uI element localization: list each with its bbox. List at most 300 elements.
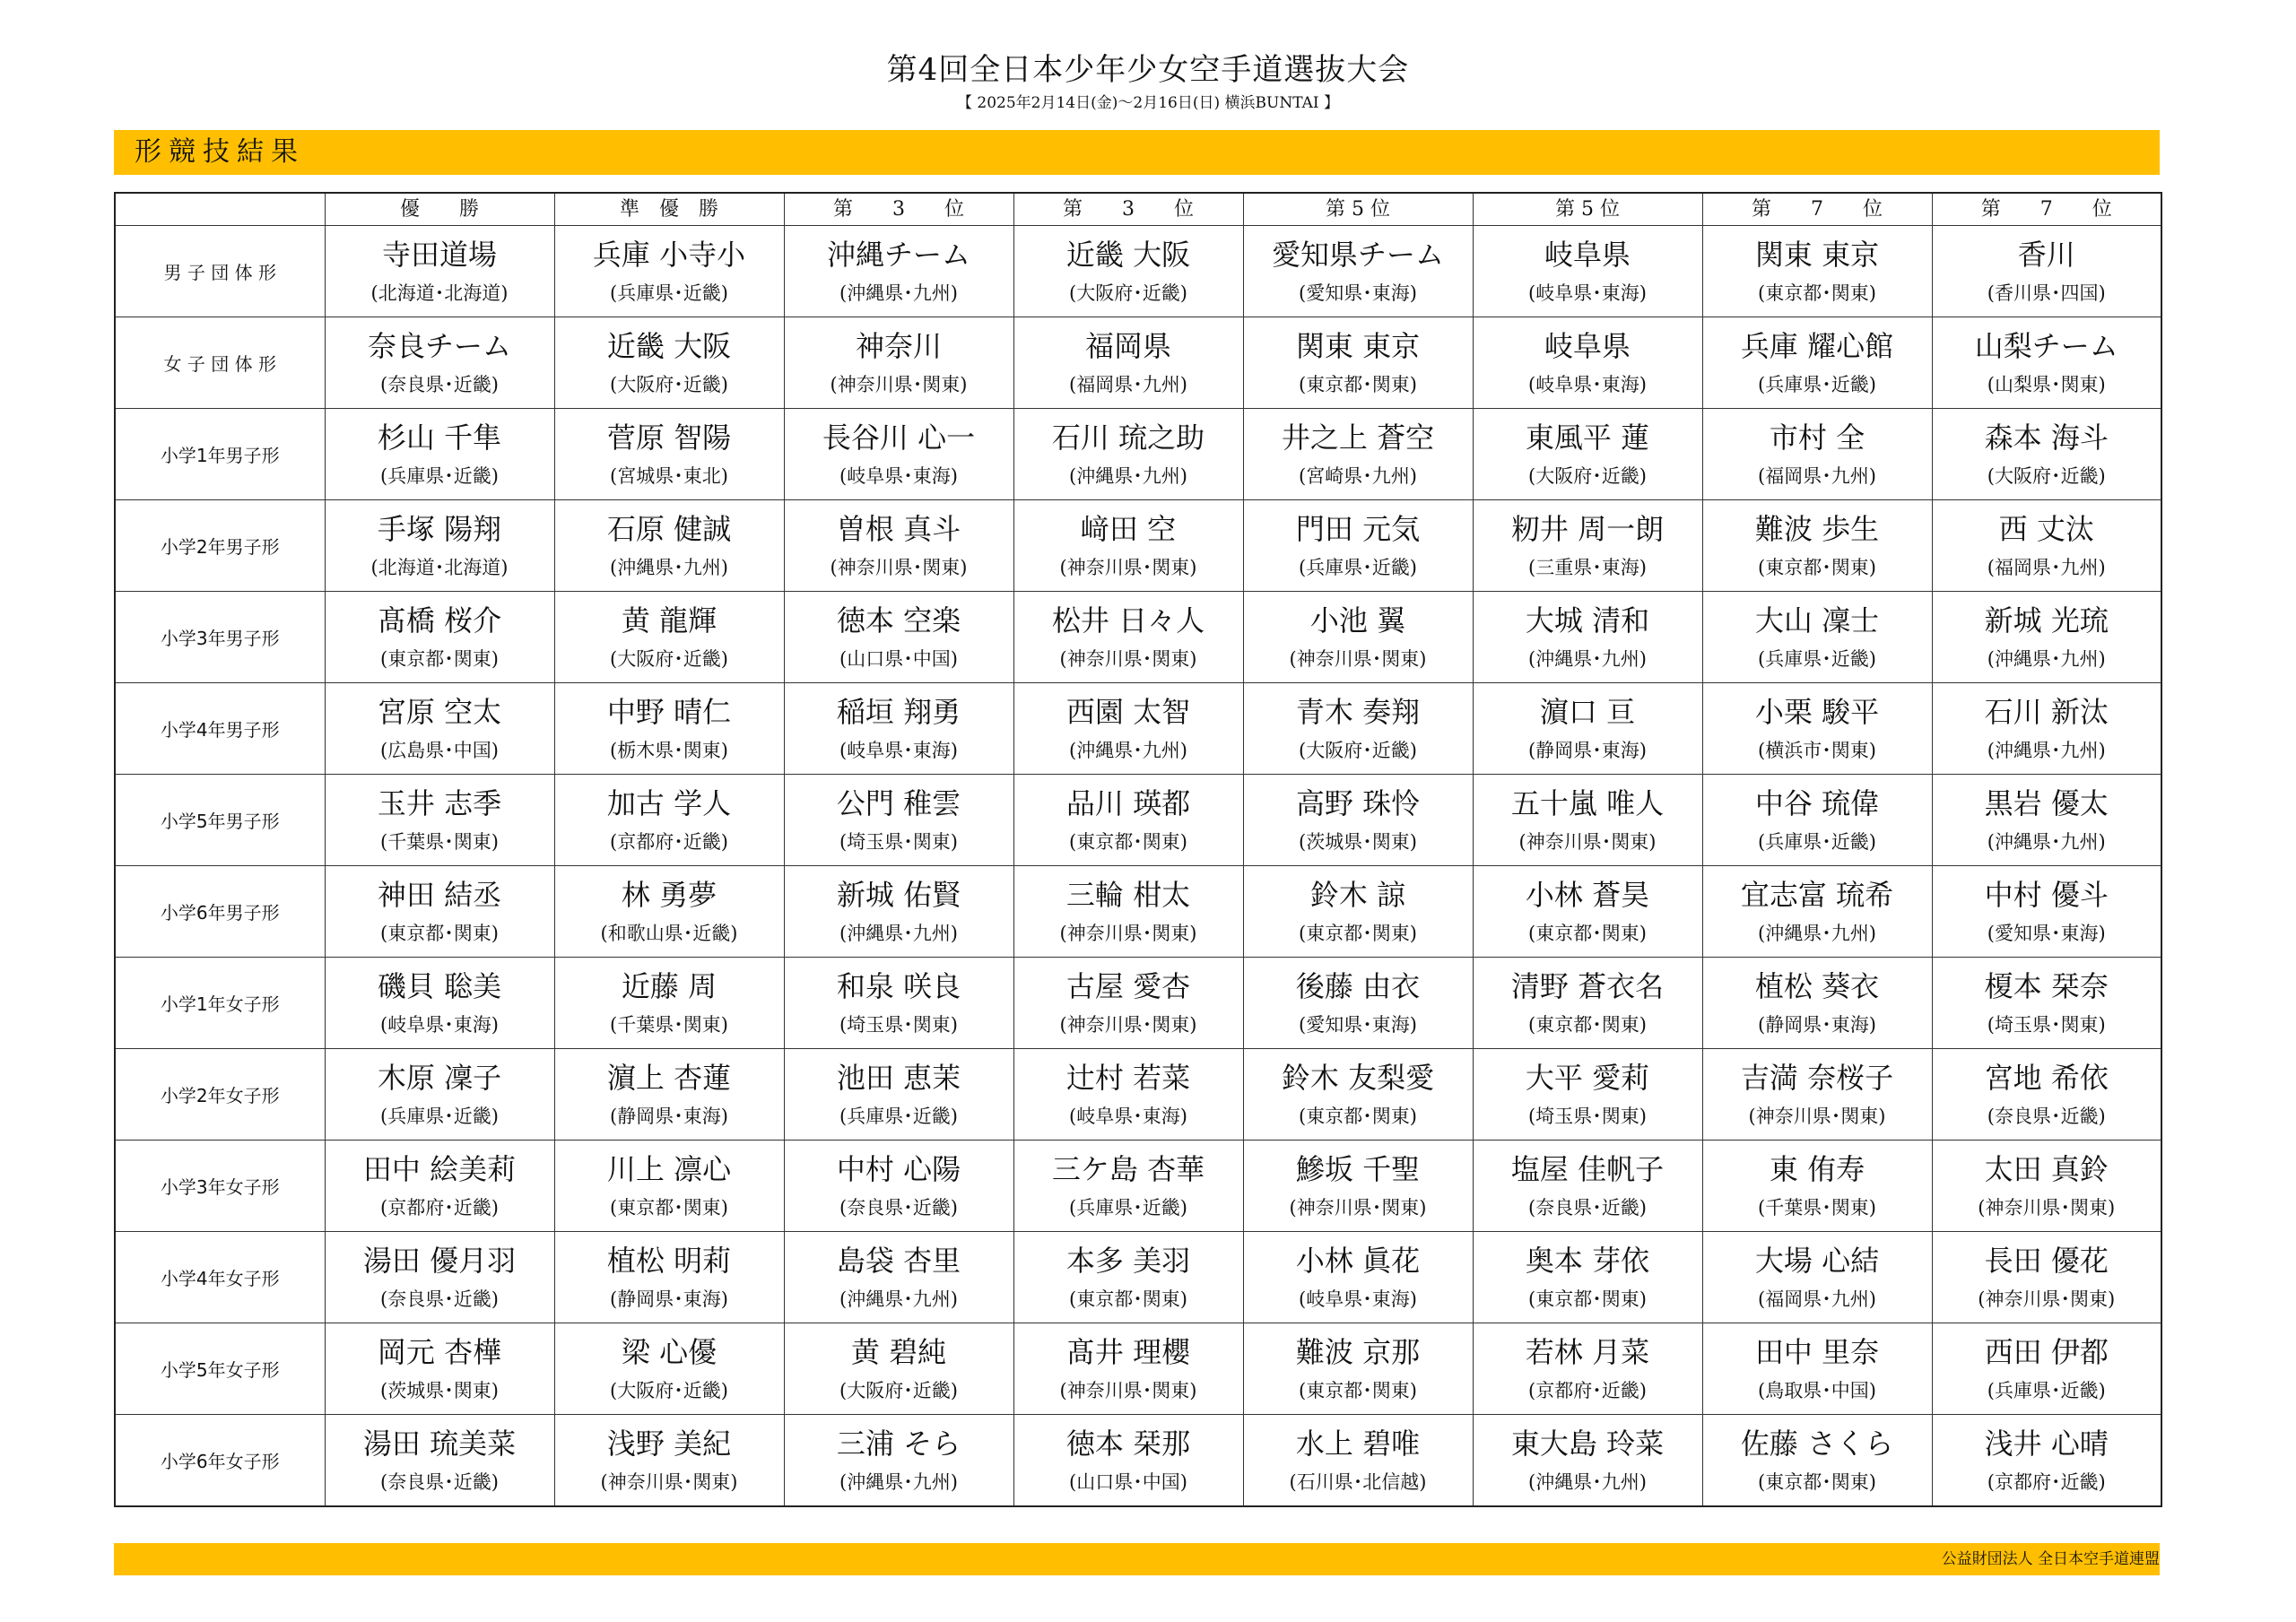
competitor-name: 湯田 琉美菜 bbox=[362, 1426, 517, 1461]
result-cell bbox=[1013, 683, 1243, 775]
table-row bbox=[115, 1415, 2161, 1507]
competitor-name: 小林 眞花 bbox=[1295, 1243, 1421, 1278]
competitor-name: 小池 翼 bbox=[1309, 603, 1406, 638]
competitor-name: 籾井 周一朗 bbox=[1510, 511, 1665, 546]
result-cell bbox=[1013, 317, 1243, 409]
competitor-name: 杉山 千隼 bbox=[377, 420, 502, 455]
result-cell bbox=[1932, 1323, 2161, 1415]
competitor-region: (愛知県･東海) bbox=[1987, 922, 2106, 944]
result-cell bbox=[784, 1049, 1013, 1141]
competitor-region: (千葉県･関東) bbox=[1758, 1196, 1876, 1219]
competitor-region: (兵庫県･近畿) bbox=[610, 282, 728, 304]
competitor-name: 徳本 栞那 bbox=[1065, 1426, 1191, 1461]
category-label: 小学5年女子形 bbox=[115, 1323, 325, 1415]
competitor-region: (北海道･北海道) bbox=[370, 282, 509, 304]
competitor-name: 中村 心陽 bbox=[836, 1151, 961, 1186]
competitor-region: (神奈川県･関東) bbox=[1748, 1105, 1886, 1127]
category-label: 小学6年女子形 bbox=[115, 1415, 325, 1507]
category-label: 小学5年男子形 bbox=[115, 775, 325, 866]
result-cell bbox=[1932, 226, 2161, 317]
competitor-region: (奈良県･近畿) bbox=[380, 1288, 499, 1310]
competitor-region: (神奈川県･関東) bbox=[1289, 1196, 1427, 1219]
competitor-region: (沖縄県･九州) bbox=[1758, 922, 1876, 944]
competitor-region: (兵庫県･近畿) bbox=[1299, 556, 1417, 578]
competitor-name: 島袋 杏里 bbox=[836, 1243, 961, 1278]
competitor-region: (神奈川県･関東) bbox=[830, 556, 968, 578]
column-header: 第 3 位 bbox=[1013, 193, 1243, 226]
competitor-name: 清野 蒼衣名 bbox=[1510, 968, 1665, 1003]
competitor-name: 岐阜県 bbox=[1544, 237, 1631, 272]
competitor-region: (東京都･関東) bbox=[1299, 922, 1417, 944]
result-cell bbox=[1932, 592, 2161, 683]
category-label: 小学4年男子形 bbox=[115, 683, 325, 775]
result-cell bbox=[325, 409, 554, 500]
result-cell bbox=[1702, 866, 1932, 958]
result-cell bbox=[1932, 958, 2161, 1049]
competitor-name: 榎本 栞奈 bbox=[1984, 968, 2109, 1003]
competitor-region: (和歌山県･近畿) bbox=[600, 922, 738, 944]
result-cell bbox=[1932, 866, 2161, 958]
competitor-region: (沖縄県･九州) bbox=[839, 922, 958, 944]
competitor-region: (神奈川県･関東) bbox=[1289, 647, 1427, 670]
competitor-region: (埼玉県･関東) bbox=[1528, 1105, 1647, 1127]
table-row bbox=[115, 317, 2161, 409]
result-cell bbox=[1013, 500, 1243, 592]
competitor-name: 佐藤 さくら bbox=[1740, 1426, 1894, 1461]
competitor-name: 稲垣 翔勇 bbox=[836, 694, 961, 729]
competitor-name: 大城 清和 bbox=[1525, 603, 1650, 638]
competitor-region: (京都府･近畿) bbox=[1528, 1379, 1647, 1401]
section-header-bar bbox=[114, 130, 2160, 175]
result-cell bbox=[1702, 592, 1932, 683]
result-cell bbox=[784, 866, 1013, 958]
competitor-region: (沖縄県･九州) bbox=[1528, 647, 1647, 670]
competitor-region: (沖縄県･九州) bbox=[1069, 464, 1187, 487]
competitor-name: 後藤 由衣 bbox=[1295, 968, 1421, 1003]
competitor-region: (三重県･東海) bbox=[1528, 556, 1647, 578]
column-header: 第 7 位 bbox=[1702, 193, 1932, 226]
competitor-name: 田中 里奈 bbox=[1754, 1334, 1880, 1369]
result-cell bbox=[1932, 409, 2161, 500]
competitor-region: (沖縄県･九州) bbox=[839, 1470, 958, 1493]
competitor-region: (沖縄県･九州) bbox=[839, 1288, 958, 1310]
competitor-name: 東風平 蓮 bbox=[1525, 420, 1650, 455]
category-label: 小学6年男子形 bbox=[115, 866, 325, 958]
competitor-region: (東京都･関東) bbox=[1069, 1288, 1187, 1310]
result-cell bbox=[1932, 1141, 2161, 1232]
result-cell bbox=[1013, 226, 1243, 317]
competitor-region: (埼玉県･関東) bbox=[839, 1013, 958, 1036]
result-cell bbox=[554, 500, 784, 592]
result-cell bbox=[1473, 958, 1702, 1049]
result-cell bbox=[1932, 1415, 2161, 1507]
competitor-name: 中谷 琉偉 bbox=[1754, 785, 1880, 820]
result-cell bbox=[1473, 226, 1702, 317]
competitor-region: (神奈川県･関東) bbox=[1978, 1196, 2116, 1219]
result-cell bbox=[1473, 1049, 1702, 1141]
result-cell bbox=[325, 1323, 554, 1415]
competitor-region: (山梨県･関東) bbox=[1987, 373, 2106, 395]
competitor-region: (奈良県･近畿) bbox=[839, 1196, 958, 1219]
competitor-region: (山口県･中国) bbox=[1069, 1470, 1187, 1493]
competitor-region: (茨城県･関東) bbox=[380, 1379, 499, 1401]
result-cell bbox=[554, 1232, 784, 1323]
competitor-region: (東京都･関東) bbox=[1069, 830, 1187, 853]
result-cell bbox=[1702, 1049, 1932, 1141]
competitor-region: (愛知県･東海) bbox=[1299, 282, 1417, 304]
competitor-region: (愛知県･東海) bbox=[1299, 1013, 1417, 1036]
category-label: 小学4年女子形 bbox=[115, 1232, 325, 1323]
competitor-region: (神奈川県･関東) bbox=[1978, 1288, 2116, 1310]
competitor-name: 宜志富 琉希 bbox=[1740, 877, 1894, 912]
competitor-name: 山梨チーム bbox=[1974, 328, 2118, 363]
result-cell bbox=[1243, 317, 1473, 409]
result-cell bbox=[1932, 1049, 2161, 1141]
competitor-region: (神奈川県･関東) bbox=[1518, 830, 1657, 853]
result-cell bbox=[1013, 866, 1243, 958]
competitor-name: 三浦 そら bbox=[836, 1426, 961, 1461]
result-cell bbox=[1243, 409, 1473, 500]
competitor-name: 公門 稚雲 bbox=[836, 785, 961, 820]
competitor-region: (大阪府･近畿) bbox=[610, 1379, 728, 1401]
competitor-region: (横浜市･関東) bbox=[1758, 739, 1876, 761]
result-cell bbox=[554, 317, 784, 409]
result-cell bbox=[1013, 1049, 1243, 1141]
competitor-region: (東京都･関東) bbox=[1758, 556, 1876, 578]
competitor-name: 岡元 杏樺 bbox=[377, 1334, 502, 1369]
competitor-region: (香川県･四国) bbox=[1987, 282, 2106, 304]
competitor-name: 吉満 奈桜子 bbox=[1740, 1060, 1894, 1095]
competitor-region: (宮城県･東北) bbox=[610, 464, 728, 487]
competitor-name: 辻村 若菜 bbox=[1065, 1060, 1191, 1095]
competitor-region: (沖縄県･九州) bbox=[1069, 739, 1187, 761]
competitor-region: (岐阜県･東海) bbox=[1299, 1288, 1417, 1310]
result-cell bbox=[554, 1049, 784, 1141]
result-cell bbox=[1243, 1232, 1473, 1323]
result-cell bbox=[1702, 500, 1932, 592]
competitor-name: 川上 凛心 bbox=[606, 1151, 732, 1186]
corner-cell bbox=[115, 193, 325, 226]
competitor-region: (東京都･関東) bbox=[1299, 373, 1417, 395]
competitor-region: (兵庫県･近畿) bbox=[1758, 647, 1876, 670]
competitor-region: (沖縄県･九州) bbox=[610, 556, 728, 578]
competitor-name: 兵庫 小寺小 bbox=[592, 237, 746, 272]
competitor-name: 新城 佑賢 bbox=[836, 877, 961, 912]
result-cell bbox=[784, 958, 1013, 1049]
competitor-region: (沖縄県･九州) bbox=[1987, 739, 2106, 761]
result-cell bbox=[1013, 1232, 1243, 1323]
result-cell bbox=[1013, 1415, 1243, 1507]
competitor-region: (神奈川県･関東) bbox=[600, 1470, 738, 1493]
table-row bbox=[115, 775, 2161, 866]
competitor-region: (静岡県･東海) bbox=[1528, 739, 1647, 761]
result-cell bbox=[554, 409, 784, 500]
competitor-region: (岐阜県･東海) bbox=[380, 1013, 499, 1036]
result-cell bbox=[554, 683, 784, 775]
competitor-name: 太田 真鈴 bbox=[1984, 1151, 2109, 1186]
competitor-region: (大阪府･近畿) bbox=[610, 647, 728, 670]
competitor-name: 塩屋 佳帆子 bbox=[1510, 1151, 1665, 1186]
competitor-name: 関東 東京 bbox=[1295, 328, 1421, 363]
result-cell bbox=[1473, 1323, 1702, 1415]
competitor-region: (福岡県･九州) bbox=[1758, 464, 1876, 487]
result-cell bbox=[784, 1141, 1013, 1232]
competitor-region: (東京都･関東) bbox=[1758, 282, 1876, 304]
result-cell bbox=[554, 775, 784, 866]
column-header: 第 5 位 bbox=[1243, 193, 1473, 226]
category-label: 小学2年男子形 bbox=[115, 500, 325, 592]
result-cell bbox=[554, 866, 784, 958]
competitor-name: 池田 恵茉 bbox=[836, 1060, 961, 1095]
competitor-name: 香川 bbox=[2017, 237, 2075, 272]
result-cell bbox=[1473, 1141, 1702, 1232]
result-cell bbox=[325, 1232, 554, 1323]
table-row bbox=[115, 958, 2161, 1049]
competitor-name: 寺田道場 bbox=[381, 237, 497, 272]
competitor-name: 高野 珠怜 bbox=[1295, 785, 1421, 820]
competitor-name: 愛知県チーム bbox=[1271, 237, 1444, 272]
category-label: 男 子 団 体 形 bbox=[115, 226, 325, 317]
competitor-name: 髙橋 桜介 bbox=[377, 603, 502, 638]
competitor-name: 鈴木 友梨愛 bbox=[1281, 1060, 1435, 1095]
result-cell bbox=[325, 500, 554, 592]
competitor-region: (千葉県･関東) bbox=[610, 1013, 728, 1036]
competitor-name: 井之上 蒼空 bbox=[1281, 420, 1435, 455]
result-cell bbox=[1702, 958, 1932, 1049]
competitor-region: (北海道･北海道) bbox=[370, 556, 509, 578]
result-cell bbox=[1702, 226, 1932, 317]
competitor-region: (兵庫県･近畿) bbox=[380, 1105, 499, 1127]
competitor-name: 手塚 陽翔 bbox=[377, 511, 502, 546]
competitor-region: (静岡県･東海) bbox=[610, 1105, 728, 1127]
competitor-region: (沖縄県･九州) bbox=[1987, 830, 2106, 853]
page-title: 第4回全日本少年少女空手道選抜大会 bbox=[886, 52, 1410, 88]
competitor-name: 玉井 志季 bbox=[377, 785, 502, 820]
result-cell bbox=[784, 409, 1013, 500]
table-row bbox=[115, 592, 2161, 683]
competitor-name: 黒岩 優太 bbox=[1984, 785, 2109, 820]
result-cell bbox=[784, 317, 1013, 409]
result-cell bbox=[784, 1323, 1013, 1415]
competitor-name: 奥本 芽依 bbox=[1525, 1243, 1650, 1278]
competitor-region: (大阪府･近畿) bbox=[1069, 282, 1187, 304]
competitor-name: 奈良チーム bbox=[367, 328, 511, 363]
category-label: 小学3年女子形 bbox=[115, 1141, 325, 1232]
competitor-region: (埼玉県･関東) bbox=[1987, 1013, 2106, 1036]
competitor-region: (大阪府･近畿) bbox=[839, 1379, 958, 1401]
competitor-name: 髙井 理櫻 bbox=[1065, 1334, 1191, 1369]
competitor-name: 近藤 周 bbox=[621, 968, 718, 1003]
competitor-region: (千葉県･関東) bbox=[380, 830, 499, 853]
competitor-region: (大阪府･近畿) bbox=[1987, 464, 2106, 487]
result-cell bbox=[1013, 1323, 1243, 1415]
table-row bbox=[115, 500, 2161, 592]
competitor-name: 濵口 亘 bbox=[1539, 694, 1636, 729]
result-cell bbox=[554, 226, 784, 317]
competitor-region: (東京都･関東) bbox=[1299, 1105, 1417, 1127]
competitor-region: (奈良県･近畿) bbox=[380, 1470, 499, 1493]
competitor-name: 加古 学人 bbox=[606, 785, 732, 820]
competitor-name: 沖縄チーム bbox=[826, 237, 970, 272]
table-row bbox=[115, 866, 2161, 958]
competitor-name: 新城 光琉 bbox=[1984, 603, 2109, 638]
result-cell bbox=[1932, 317, 2161, 409]
competitor-region: (静岡県･東海) bbox=[1758, 1013, 1876, 1036]
result-cell bbox=[554, 1141, 784, 1232]
competitor-region: (大阪府･近畿) bbox=[1299, 739, 1417, 761]
result-cell bbox=[1243, 775, 1473, 866]
competitor-name: 品川 瑛都 bbox=[1065, 785, 1191, 820]
competitor-region: (山口県･中国) bbox=[839, 647, 958, 670]
result-cell bbox=[1932, 683, 2161, 775]
result-cell bbox=[1473, 592, 1702, 683]
competitor-name: 黄 碧純 bbox=[850, 1334, 947, 1369]
competitor-name: 長田 優花 bbox=[1984, 1243, 2109, 1278]
result-cell bbox=[1243, 866, 1473, 958]
competitor-name: 濵上 杏蓮 bbox=[606, 1060, 732, 1095]
competitor-name: 門田 元気 bbox=[1295, 511, 1421, 546]
competitor-name: 中野 晴仁 bbox=[606, 694, 732, 729]
result-cell bbox=[325, 775, 554, 866]
competitor-name: 植松 明莉 bbox=[606, 1243, 732, 1278]
competitor-name: 東大島 玲菜 bbox=[1510, 1426, 1665, 1461]
result-cell bbox=[1243, 500, 1473, 592]
competitor-region: (茨城県･関東) bbox=[1299, 830, 1417, 853]
table-row bbox=[115, 1323, 2161, 1415]
competitor-region: (東京都･関東) bbox=[610, 1196, 728, 1219]
competitor-name: 難波 歩生 bbox=[1754, 511, 1880, 546]
competitor-name: 小林 蒼昊 bbox=[1525, 877, 1650, 912]
result-cell bbox=[1702, 317, 1932, 409]
result-cell bbox=[1013, 409, 1243, 500]
result-cell bbox=[1702, 683, 1932, 775]
result-cell bbox=[1702, 1323, 1932, 1415]
competitor-region: (岐阜県･東海) bbox=[839, 464, 958, 487]
column-header: 第 5 位 bbox=[1473, 193, 1702, 226]
competitor-name: 和泉 咲良 bbox=[836, 968, 961, 1003]
competitor-region: (東京都･関東) bbox=[380, 922, 499, 944]
competitor-region: (沖縄県･九州) bbox=[839, 282, 958, 304]
competitor-name: 田中 絵美莉 bbox=[362, 1151, 517, 1186]
result-cell bbox=[1932, 775, 2161, 866]
competitor-region: (岐阜県･東海) bbox=[1528, 282, 1647, 304]
result-cell bbox=[1932, 500, 2161, 592]
competitor-name: 林 勇夢 bbox=[621, 877, 718, 912]
competitor-name: 梁 心優 bbox=[621, 1334, 718, 1369]
result-cell bbox=[1243, 1141, 1473, 1232]
competitor-region: (奈良県･近畿) bbox=[1528, 1196, 1647, 1219]
result-cell bbox=[1473, 683, 1702, 775]
competitor-region: (福岡県･九州) bbox=[1758, 1288, 1876, 1310]
competitor-region: (神奈川県･関東) bbox=[1059, 922, 1197, 944]
category-label: 小学1年女子形 bbox=[115, 958, 325, 1049]
competitor-name: 大平 愛莉 bbox=[1525, 1060, 1650, 1095]
competitor-name: 徳本 空楽 bbox=[836, 603, 961, 638]
competitor-region: (大阪府･近畿) bbox=[610, 373, 728, 395]
category-label: 小学2年女子形 bbox=[115, 1049, 325, 1141]
result-cell bbox=[325, 1141, 554, 1232]
table-row bbox=[115, 226, 2161, 317]
competitor-region: (東京都･関東) bbox=[1758, 1470, 1876, 1493]
competitor-region: (岐阜県･東海) bbox=[839, 739, 958, 761]
result-cell bbox=[325, 592, 554, 683]
competitor-name: 鰺坂 千聖 bbox=[1295, 1151, 1421, 1186]
result-cell bbox=[1013, 775, 1243, 866]
result-cell bbox=[1243, 1049, 1473, 1141]
result-cell bbox=[1243, 1323, 1473, 1415]
result-cell bbox=[325, 866, 554, 958]
competitor-region: (東京都･関東) bbox=[1299, 1379, 1417, 1401]
competitor-region: (兵庫県･近畿) bbox=[1987, 1379, 2106, 1401]
competitor-name: 西田 伊都 bbox=[1984, 1334, 2109, 1369]
competitor-name: 三ケ島 杏華 bbox=[1051, 1151, 1205, 1186]
result-cell bbox=[1243, 226, 1473, 317]
result-cell bbox=[1702, 1141, 1932, 1232]
competitor-name: 本多 美羽 bbox=[1065, 1243, 1191, 1278]
competitor-name: 曽根 真斗 bbox=[836, 511, 961, 546]
result-cell bbox=[1243, 1415, 1473, 1507]
competitor-region: (兵庫県･近畿) bbox=[1758, 830, 1876, 853]
competitor-region: (石川県･北信越) bbox=[1289, 1470, 1427, 1493]
section-title: 形競技結果 bbox=[135, 136, 305, 168]
competitor-name: 石原 健誠 bbox=[606, 511, 732, 546]
results-body bbox=[115, 226, 2161, 1507]
competitor-name: 若林 月菜 bbox=[1525, 1334, 1650, 1369]
competitor-region: (神奈川県･関東) bbox=[1059, 556, 1197, 578]
category-label: 女 子 団 体 形 bbox=[115, 317, 325, 409]
result-cell bbox=[1243, 683, 1473, 775]
competitor-name: 中村 優斗 bbox=[1984, 877, 2109, 912]
competitor-region: (兵庫県･近畿) bbox=[380, 464, 499, 487]
category-label: 小学1年男子形 bbox=[115, 409, 325, 500]
competitor-region: (福岡県･九州) bbox=[1987, 556, 2106, 578]
competitor-region: (東京都･関東) bbox=[1528, 1288, 1647, 1310]
competitor-region: (奈良県･近畿) bbox=[380, 373, 499, 395]
competitor-name: 菅原 智陽 bbox=[606, 420, 732, 455]
competitor-region: (神奈川県･関東) bbox=[830, 373, 968, 395]
competitor-name: 青木 奏翔 bbox=[1295, 694, 1421, 729]
result-cell bbox=[784, 775, 1013, 866]
result-cell bbox=[1702, 1415, 1932, 1507]
result-cell bbox=[325, 317, 554, 409]
table-row bbox=[115, 1232, 2161, 1323]
competitor-region: (神奈川県･関東) bbox=[1059, 1013, 1197, 1036]
column-header: 準 優 勝 bbox=[554, 193, 784, 226]
competitor-region: (岐阜県･東海) bbox=[1528, 373, 1647, 395]
competitor-name: 宮地 希依 bbox=[1984, 1060, 2109, 1095]
competitor-region: (神奈川県･関東) bbox=[1059, 1379, 1197, 1401]
result-cell bbox=[1243, 958, 1473, 1049]
competitor-name: 石川 新汰 bbox=[1984, 694, 2109, 729]
competitor-name: 近畿 大阪 bbox=[606, 328, 732, 363]
competitor-name: 難波 京那 bbox=[1295, 1334, 1421, 1369]
competitor-name: 西 丈汰 bbox=[1998, 511, 2094, 546]
result-cell bbox=[1473, 1415, 1702, 1507]
table-row bbox=[115, 409, 2161, 500]
competitor-region: (東京都･関東) bbox=[1528, 1013, 1647, 1036]
competitor-name: 宮原 空太 bbox=[377, 694, 502, 729]
result-cell bbox=[1473, 317, 1702, 409]
competitor-name: 福岡県 bbox=[1084, 328, 1171, 363]
column-header: 優 勝 bbox=[325, 193, 554, 226]
competitor-name: 五十嵐 唯人 bbox=[1510, 785, 1665, 820]
competitor-region: (宮崎県･九州) bbox=[1299, 464, 1417, 487]
competitor-region: (広島県･中国) bbox=[380, 739, 499, 761]
result-cell bbox=[1473, 409, 1702, 500]
result-cell bbox=[784, 592, 1013, 683]
competitor-name: 水上 碧唯 bbox=[1295, 1426, 1421, 1461]
competitor-region: (福岡県･九州) bbox=[1069, 373, 1187, 395]
